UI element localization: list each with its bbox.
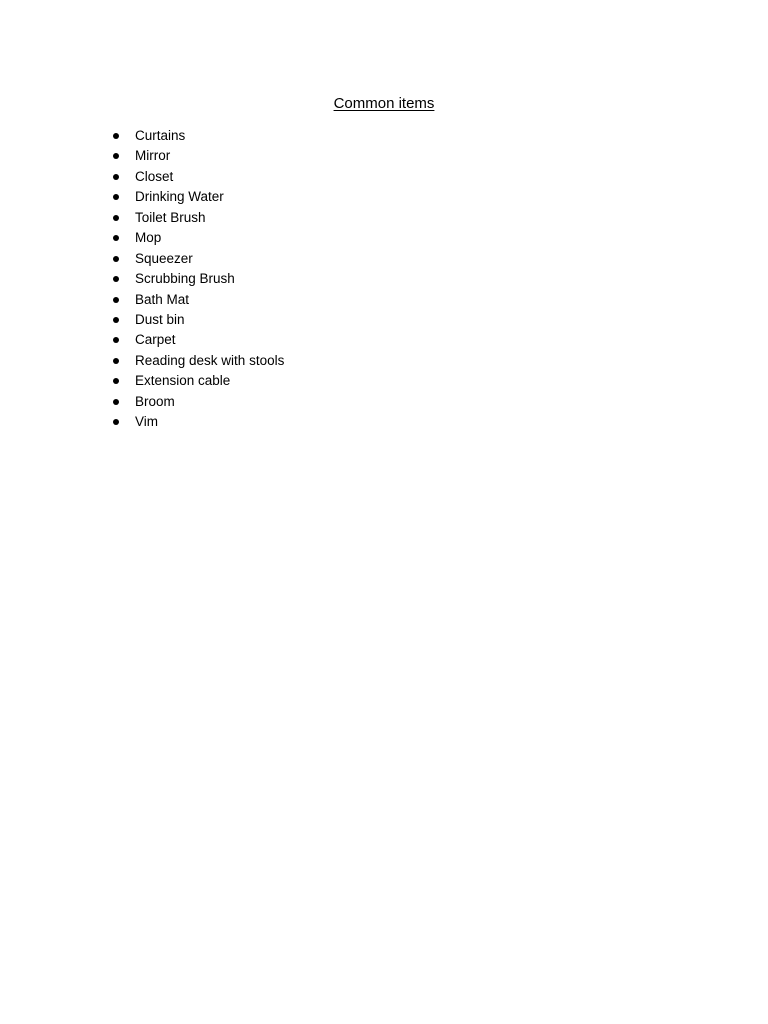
list-item-text: Bath Mat <box>135 291 190 307</box>
list-item-text: Broom <box>135 393 175 409</box>
bullet-icon <box>113 153 119 159</box>
list-item <box>110 228 284 248</box>
bullet-icon <box>113 276 119 282</box>
bullet-icon <box>113 133 119 139</box>
bullet-icon <box>113 215 119 221</box>
list-item-text: Vim <box>135 414 159 430</box>
list-item-text: Scrubbing Brush <box>135 271 235 287</box>
list-item-text: Extension cable <box>135 373 231 389</box>
bullet-icon <box>113 256 119 262</box>
bullet-icon <box>113 419 119 425</box>
list-item-text: Toilet Brush <box>135 209 206 225</box>
list-item-text: Squeezer <box>135 250 193 266</box>
list-item <box>110 330 284 350</box>
list-item <box>110 269 284 289</box>
bullet-icon <box>113 337 119 343</box>
list-item-text: Curtains <box>135 128 186 143</box>
list-item <box>110 126 284 146</box>
bullet-icon <box>113 317 119 323</box>
list-item <box>110 249 284 269</box>
bullet-icon <box>113 297 119 303</box>
list-item <box>110 392 284 412</box>
list-item <box>110 310 284 330</box>
list-item <box>110 412 284 432</box>
list-item <box>110 187 284 207</box>
list-item-text: Mirror <box>135 148 171 164</box>
list-item <box>110 371 284 391</box>
list-item <box>110 290 284 310</box>
bullet-icon <box>113 358 119 364</box>
list-item-text: Carpet <box>135 332 176 348</box>
bullet-icon <box>113 399 119 405</box>
bullet-icon <box>113 378 119 384</box>
list-item-text: Dust bin <box>135 311 185 327</box>
list-item <box>110 167 284 187</box>
list-item-text: Closet <box>135 168 174 184</box>
bullet-icon <box>113 235 119 241</box>
list-item-text: Reading desk with stools <box>135 352 285 368</box>
list-item <box>110 208 284 228</box>
list-item-text: Mop <box>135 230 162 246</box>
bullet-icon <box>113 174 119 180</box>
list-item <box>110 351 284 371</box>
bullet-icon <box>113 194 119 200</box>
page-title: Common items <box>333 95 435 112</box>
list-item-text: Drinking Water <box>135 189 224 205</box>
bullet-list <box>110 126 284 433</box>
list-item <box>110 146 284 166</box>
